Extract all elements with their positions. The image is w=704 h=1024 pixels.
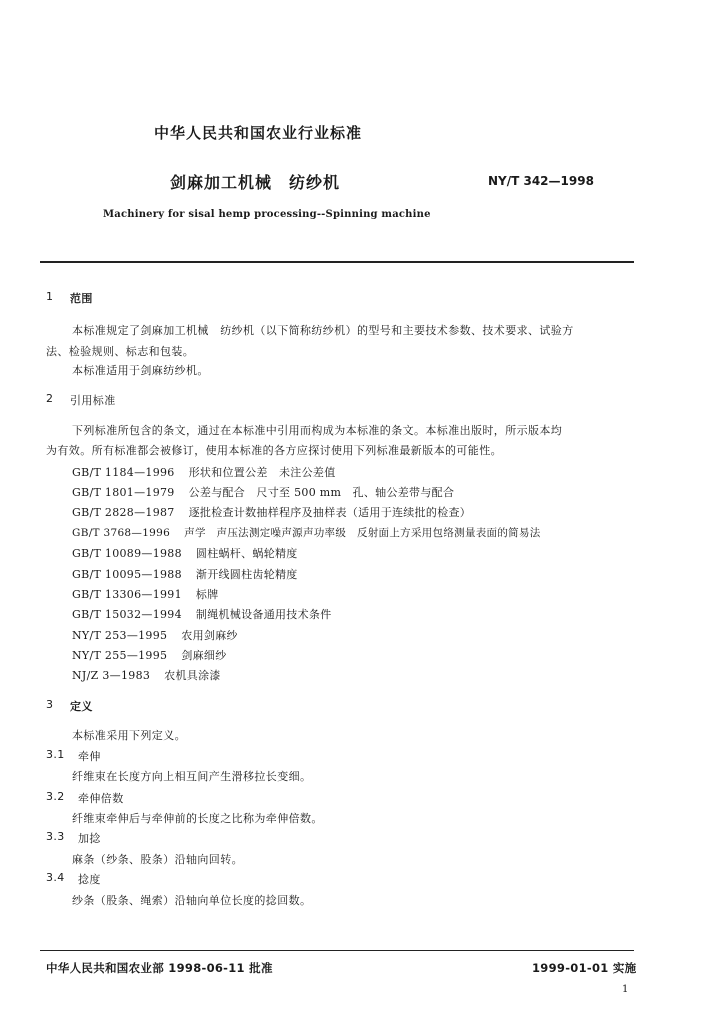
definition-term: 牵伸倍数: [78, 792, 124, 805]
section-number-2: 2: [46, 392, 54, 405]
section-number-3: 3: [46, 698, 54, 711]
reference-title: 圆柱蜗杆、蜗轮精度: [195, 547, 298, 560]
effective-date: 1999-01-01 实施: [532, 961, 637, 975]
reference-title: 逐批检查计数抽样程序及抽样表（适用于连续批的检查）: [188, 506, 472, 519]
reference-item: [72, 525, 541, 540]
definition-text: 纤维束牵伸后与牵伸前的长度之比称为牵伸倍数。: [72, 812, 323, 825]
reference-item: [72, 627, 238, 643]
reference-code: GB/T 1184—1996: [72, 466, 175, 479]
reference-item: [72, 464, 336, 480]
section-heading-scope: 范围: [70, 292, 93, 305]
reference-title: 渐开线圆柱齿轮精度: [195, 568, 298, 581]
references-paragraph: 下列标准所包含的条文，通过在本标准中引用而构成为本标准的条文。本标准出版时，所示版本均: [72, 424, 563, 437]
reference-item: [72, 545, 298, 561]
definition-term: 牵伸: [78, 750, 101, 763]
reference-item: [72, 606, 332, 622]
references-paragraph-cont: 为有效。所有标准都会被修订，使用本标准的各方应探讨使用下列标准最新版本的可能性。: [46, 444, 502, 457]
reference-code: GB/T 2828—1987: [72, 506, 175, 519]
scope-paragraph-1: 本标准规定了剑麻加工机械 纺纱机（以下简称纺纱机）的型号和主要技术参数、技术要求、试验方: [72, 324, 574, 337]
header-divider: [40, 261, 634, 263]
definition-text: 纱条（股条、绳索）沿轴向单位长度的捻回数。: [72, 894, 312, 907]
reference-code: NY/T 255—1995: [72, 649, 168, 662]
section-heading-definitions: 定义: [70, 700, 93, 713]
section-heading-references: 引用标准: [70, 394, 116, 407]
reference-title: 制绳机械设备通用技术条件: [195, 608, 332, 621]
document-title-cn: 剑麻加工机械 纺纱机: [170, 173, 341, 192]
reference-item: [72, 504, 471, 520]
reference-title: 标牌: [195, 588, 219, 601]
definitions-intro: 本标准采用下列定义。: [72, 729, 186, 742]
reference-title: 剑麻细纱: [181, 649, 227, 662]
reference-item: [72, 647, 227, 663]
definition-term: 捻度: [78, 873, 101, 886]
reference-title: 农用剑麻纱: [181, 629, 238, 642]
scope-paragraph-1-cont: 法、检验规则、标志和包装。: [46, 345, 195, 358]
definition-number: 3.3: [46, 830, 65, 843]
definition-text: 麻条（纱条、股条）沿轴向回转。: [72, 853, 243, 866]
definition-term: 加捻: [78, 832, 101, 845]
reference-code: NY/T 253—1995: [72, 629, 168, 642]
reference-item: [72, 586, 219, 602]
definition-number: 3.2: [46, 790, 65, 803]
reference-code: GB/T 10089—1988: [72, 547, 182, 560]
section-number-1: 1: [46, 290, 54, 303]
reference-item: [72, 566, 298, 582]
reference-title: 公差与配合 尺寸至 500 mm 孔、轴公差带与配合: [188, 486, 455, 499]
definition-number: 3.1: [46, 748, 65, 761]
definition-text: 纤维束在长度方向上相互间产生滑移拉长变细。: [72, 770, 312, 783]
reference-item: [72, 484, 454, 500]
approval-info: 中华人民共和国农业部 1998-06-11 批准: [46, 961, 273, 975]
standard-category: 中华人民共和国农业行业标准: [154, 124, 363, 142]
reference-item: [72, 667, 221, 683]
reference-code: GB/T 13306—1991: [72, 588, 182, 601]
reference-code: NJ/Z 3—1983: [72, 669, 151, 682]
reference-title: 形状和位置公差 未注公差值: [188, 466, 336, 479]
reference-title: 农机具涂漆: [164, 669, 221, 682]
reference-code: GB/T 3768—1996: [72, 527, 171, 539]
reference-code: GB/T 10095—1988: [72, 568, 182, 581]
scope-paragraph-2: 本标准适用于剑麻纺纱机。: [72, 364, 209, 377]
reference-code: GB/T 15032—1994: [72, 608, 182, 621]
document-title-en: Machinery for sisal hemp processing--Spinning machine: [103, 209, 431, 220]
definition-number: 3.4: [46, 871, 65, 884]
reference-title: 声学 声压法测定噪声源声功率级 反射面上方采用包络测量表面的简易法: [184, 527, 541, 539]
standard-code: NY/T 342—1998: [488, 174, 594, 188]
page-number: 1: [622, 984, 629, 995]
reference-code: GB/T 1801—1979: [72, 486, 175, 499]
footer-divider: [40, 950, 634, 951]
